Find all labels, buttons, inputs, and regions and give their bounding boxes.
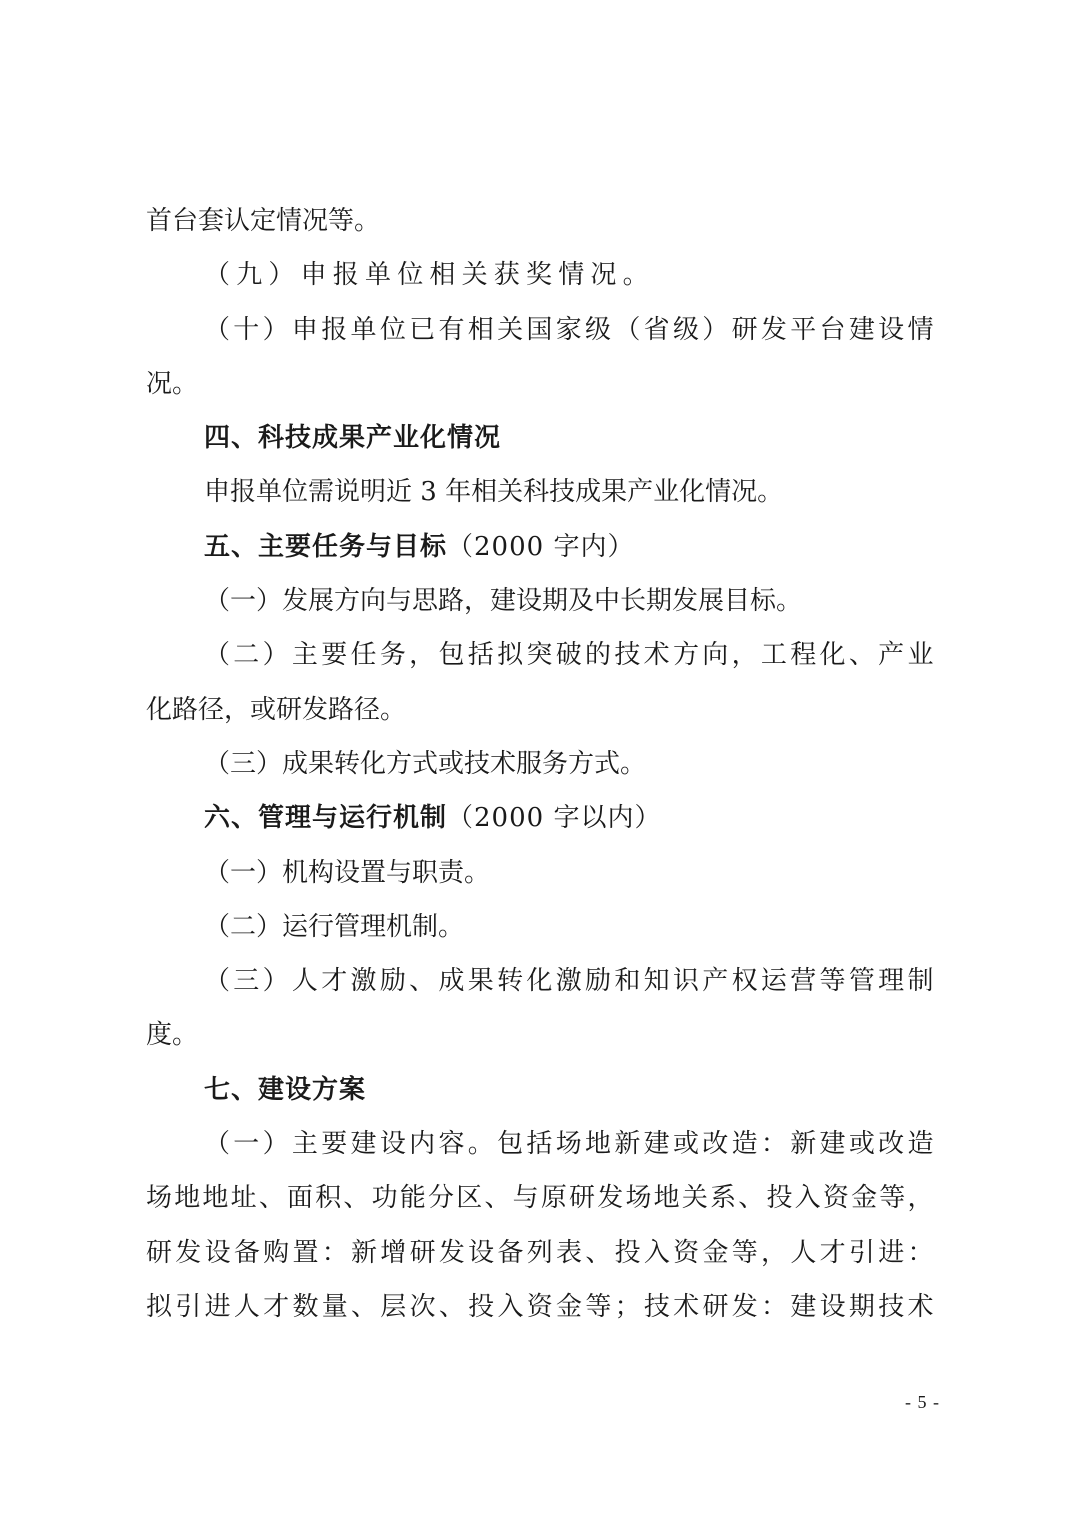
item-5-2: （二）主要任务，包括拟突破的技术方向，工程化、产业 [204, 640, 934, 671]
item-6-2: （二）运行管理机制。 [204, 911, 465, 942]
item-7-1-cont-1: 场地地址、面积、功能分区、与原研发场地关系、投入资金等， [146, 1183, 934, 1214]
section-6-word-limit: （2000 字以内） [447, 803, 662, 834]
item-10-platforms-cont: 况。 [146, 368, 199, 399]
item-6-3-cont: 度。 [146, 1020, 199, 1051]
document-body [146, 194, 934, 1334]
item-9-awards: （九）申报单位相关获奖情况。 [204, 260, 655, 291]
item-6-3: （三）人才激励、成果转化激励和知识产权运营等管理制 [204, 966, 934, 997]
item-6-1: （一）机构设置与职责。 [204, 857, 491, 888]
item-5-2-cont: 化路径，或研发路径。 [146, 694, 407, 725]
item-10-platforms: （十）申报单位已有相关国家级（省级）研发平台建设情 [204, 314, 934, 345]
item-7-1-cont-2: 研发设备购置：新增研发设备列表、投入资金等，人才引进： [146, 1237, 934, 1268]
section-4-body: 申报单位需说明近 3 年相关科技成果产业化情况。 [204, 477, 784, 508]
section-6-heading [146, 791, 934, 845]
item-5-3: （三）成果转化方式或技术服务方式。 [204, 748, 647, 779]
item-7-1: （一）主要建设内容。包括场地新建或改造：新建或改造 [204, 1129, 934, 1160]
section-4-heading: 四、科技成果产业化情况 [204, 423, 502, 454]
section-5-title: 五、主要任务与目标 [204, 531, 448, 562]
page-number: - 5 - [905, 1392, 940, 1412]
text-line-1: 首台套认定情况等。 [146, 206, 381, 236]
section-5-word-limit: （2000 字内） [447, 531, 635, 562]
item-5-1: （一）发展方向与思路，建设期及中长期发展目标。 [204, 586, 803, 617]
item-7-1-cont-3: 拟引进人才数量、层次、投入资金等；技术研发：建设期技术 [146, 1291, 934, 1322]
section-7-heading: 七、建设方案 [204, 1074, 367, 1105]
section-6-title: 六、管理与运行机制 [204, 803, 448, 834]
section-5-heading [146, 520, 934, 574]
